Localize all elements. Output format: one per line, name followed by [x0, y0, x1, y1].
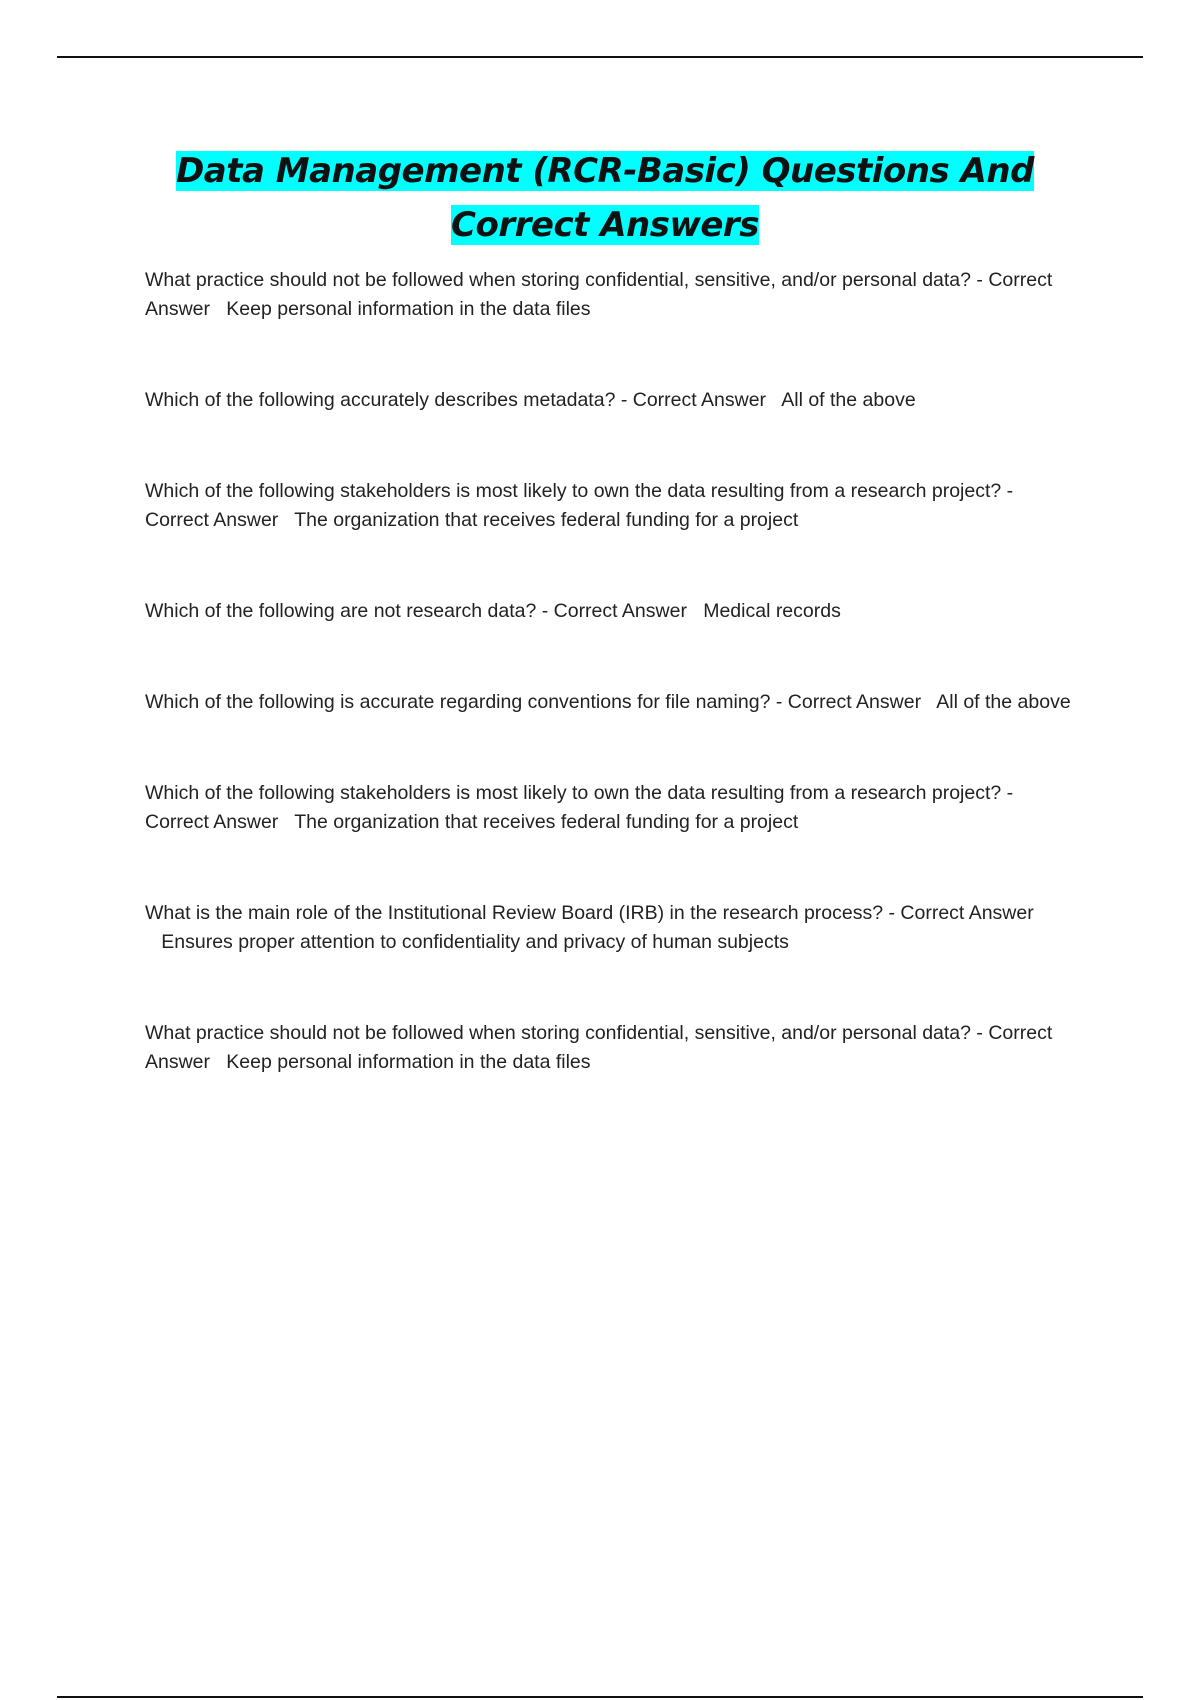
question-text: Which of the following stakeholders is most likely to own the data resulting from a research project? - [145, 782, 1014, 804]
question-text: Which of the following accurately describes metadata? - [145, 389, 628, 411]
answer-text: The organization that receives federal funding for a project [294, 811, 799, 833]
answer-label: Correct Answer [145, 811, 279, 833]
answer-label: Correct Answer [787, 691, 922, 713]
question-text: What is the main role of the Institutional Review Board (IRB) in the research process? - [145, 902, 895, 924]
answer-label: Correct Answer [145, 509, 279, 531]
answer-text: All of the above [936, 691, 1071, 713]
question-text: What practice should not be followed when storing confidential, sensitive, and/or personal data? - [145, 1022, 983, 1044]
document-title: Data Management (RCR-Basic) Questions And Correct Answers [176, 151, 1034, 245]
answer-label: Correct Answer [145, 1022, 1053, 1073]
answer-text: Keep personal information in the data files [226, 298, 591, 320]
qa-list [145, 266, 1075, 1139]
qa-item [145, 386, 1075, 415]
qa-item [145, 899, 1075, 957]
answer-text: Keep personal information in the data files [226, 1051, 591, 1073]
qa-item [145, 779, 1075, 837]
question-text: Which of the following are not research data? - [145, 600, 549, 622]
answer-text: Ensures proper attention to confidentiality and privacy of human subjects [161, 931, 789, 953]
qa-item [145, 597, 1075, 626]
qa-item [145, 688, 1075, 717]
top-divider [57, 56, 1143, 58]
question-text: Which of the following is accurate regarding conventions for file naming? - [145, 691, 783, 713]
answer-label: Correct Answer [145, 269, 1053, 320]
question-text: What practice should not be followed when storing confidential, sensitive, and/or personal data? - [145, 269, 983, 291]
qa-item [145, 1019, 1075, 1077]
answer-text: The organization that receives federal funding for a project [294, 509, 799, 531]
qa-item [145, 266, 1075, 324]
answer-text: Medical records [703, 600, 841, 622]
answer-label: Correct Answer [900, 902, 1034, 924]
qa-item [145, 477, 1075, 535]
answer-label: Correct Answer [553, 600, 687, 622]
answer-text: All of the above [781, 389, 916, 411]
bottom-divider [57, 1696, 1143, 1698]
answer-label: Correct Answer [632, 389, 767, 411]
question-text: Which of the following stakeholders is most likely to own the data resulting from a research project? - [145, 480, 1014, 502]
title-block [145, 144, 1065, 252]
